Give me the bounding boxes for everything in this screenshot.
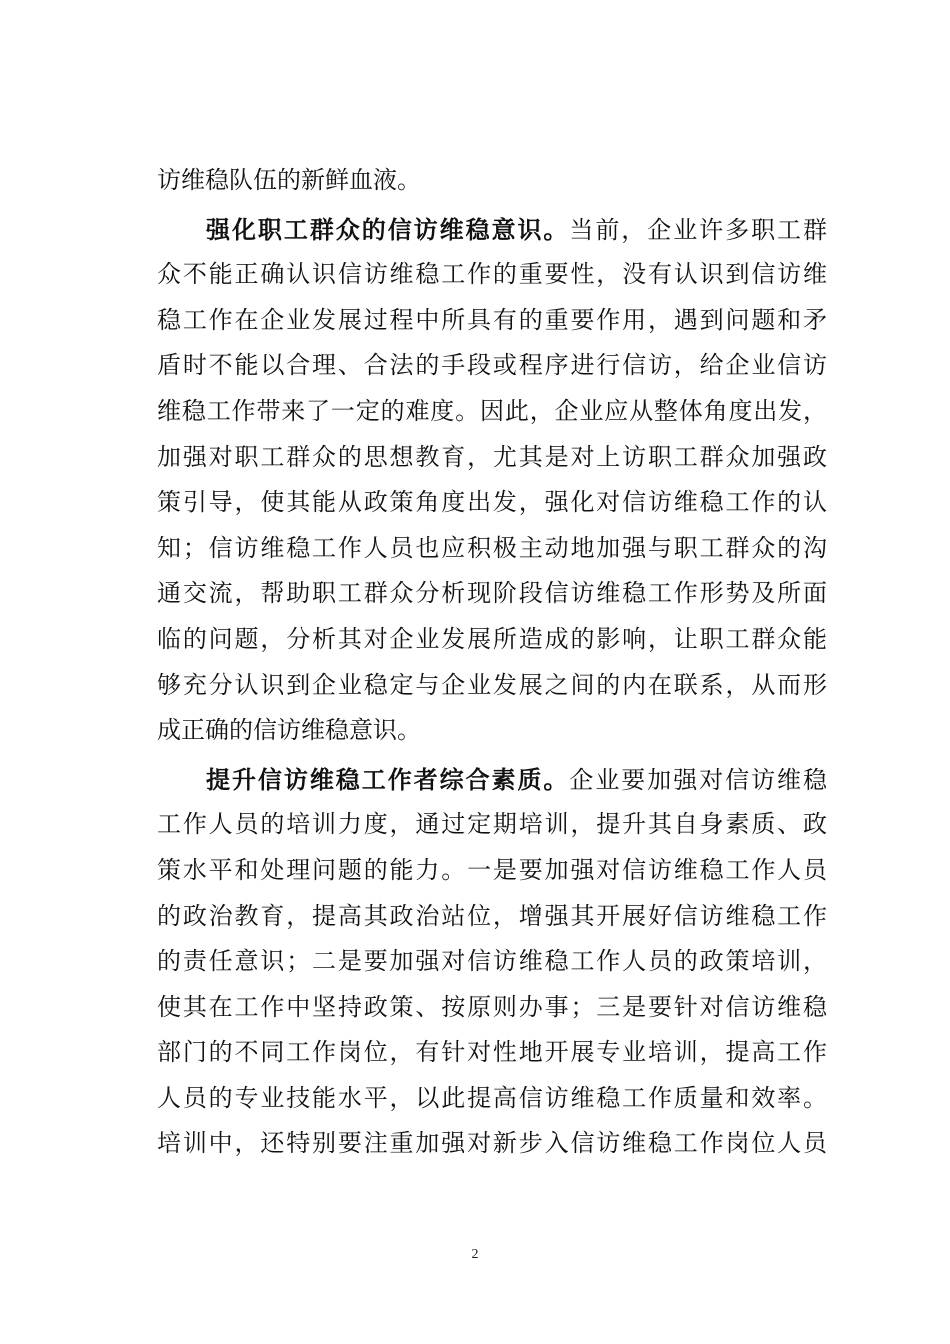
text-line: 部门的不同工作岗位，有针对性地开展专业培训，提高工作 xyxy=(157,1038,827,1067)
page-number: 2 xyxy=(471,1247,479,1262)
text-line: 的政治教育，提高其政治站位，增强其开展好信访维稳工作 xyxy=(157,901,827,930)
paragraph-awareness xyxy=(157,207,827,754)
text-span: 当前，企业许多职工群 xyxy=(569,215,827,244)
paragraph-heading: 提升信访维稳工作者综合素质。 xyxy=(206,764,570,794)
text-line: 通交流，帮助职工群众分析现阶段信访维稳工作形势及所面 xyxy=(157,579,827,608)
text-line: 使其在工作中坚持政策、按原则办事；三是要针对信访维稳 xyxy=(157,992,827,1021)
text-line: 众不能正确认识信访维稳工作的重要性，没有认识到信访维 xyxy=(157,260,827,289)
text-line xyxy=(157,757,827,803)
text-line: 策引导，使其能从政策角度出发，强化对信访维稳工作的认 xyxy=(157,488,827,517)
text-line: 策水平和处理问题的能力。一是要加强对信访维稳工作人员 xyxy=(157,855,827,884)
paragraph-continuation xyxy=(157,158,827,204)
text-line: 成正确的信访维稳意识。 xyxy=(157,716,421,745)
paragraph-training xyxy=(157,757,827,1167)
document-body xyxy=(157,158,827,1167)
text-line: 维稳工作带来了一定的难度。因此，企业应从整体角度出发， xyxy=(157,396,827,425)
text-line: 稳工作在企业发展过程中所具有的重要作用，遇到问题和矛 xyxy=(157,305,827,334)
text-line: 工作人员的培训力度，通过定期培训，提升其自身素质、政 xyxy=(157,810,827,839)
text-line xyxy=(157,207,827,253)
text-line: 人员的专业技能水平，以此提高信访维稳工作质量和效率。 xyxy=(157,1083,827,1112)
text-line: 访维稳队伍的新鲜血液。 xyxy=(157,166,421,194)
paragraph-heading: 强化职工群众的信访维稳意识。 xyxy=(206,214,570,244)
text-span: 企业要加强对信访维稳 xyxy=(569,765,827,794)
text-line: 加强对职工群众的思想教育，尤其是对上访职工群众加强政 xyxy=(157,442,827,471)
text-line: 够充分认识到企业稳定与企业发展之间的内在联系，从而形 xyxy=(157,670,827,699)
text-line: 临的问题，分析其对企业发展所造成的影响，让职工群众能 xyxy=(157,624,827,653)
text-line: 培训中，还特别要注重加强对新步入信访维稳工作岗位人员 xyxy=(157,1129,827,1158)
text-line: 的责任意识；二是要加强对信访维稳工作人员的政策培训， xyxy=(157,947,827,976)
text-line: 盾时不能以合理、合法的手段或程序进行信访，给企业信访 xyxy=(157,351,827,380)
text-line: 知；信访维稳工作人员也应积极主动地加强与职工群众的沟 xyxy=(157,533,827,562)
